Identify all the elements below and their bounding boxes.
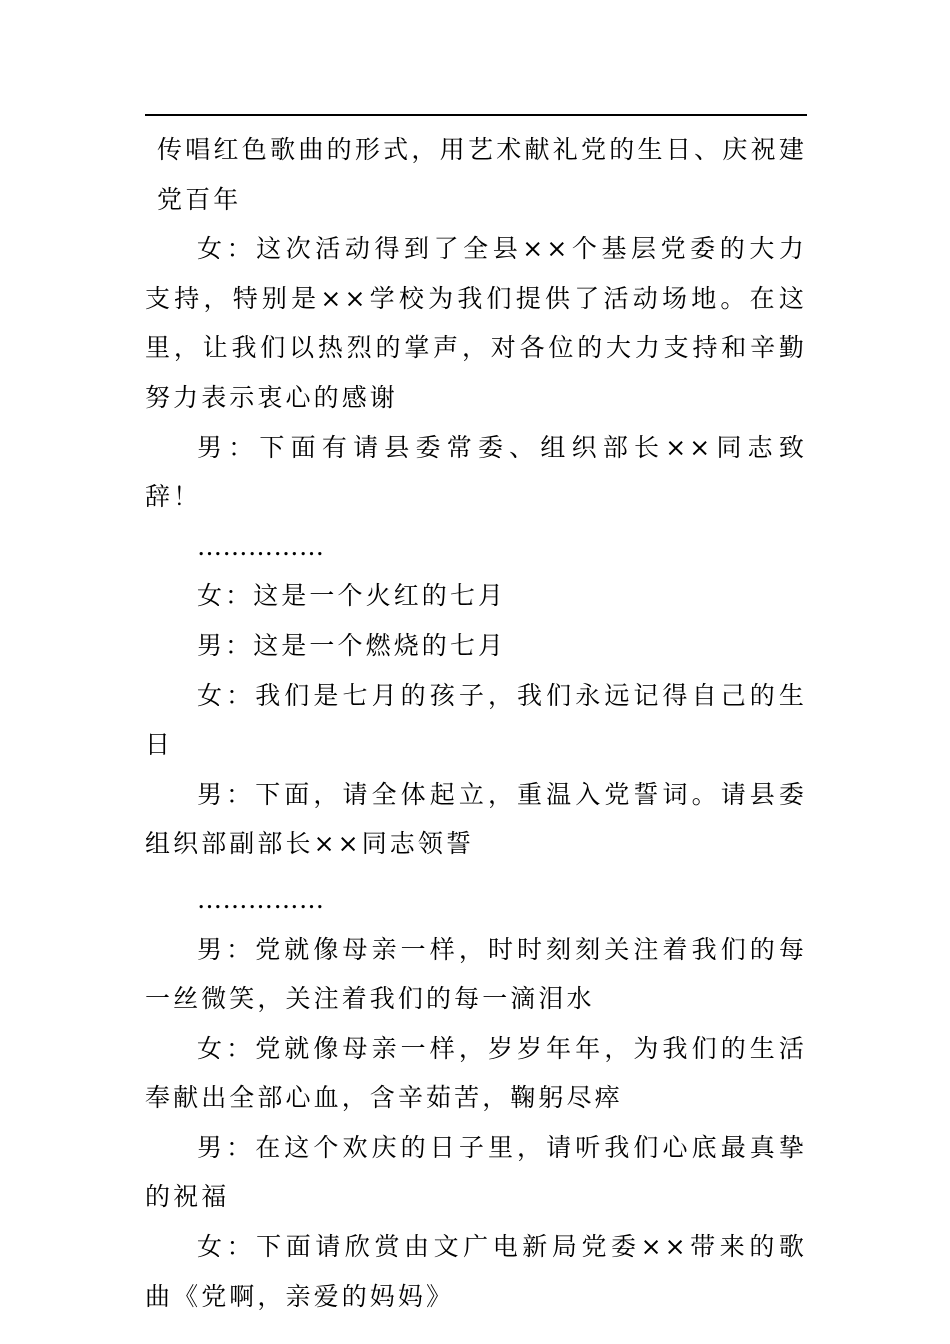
ellipsis-separator: …………… [197,884,325,914]
paragraph-female-children: 女：我们是七月的孩子，我们永远记得自己的生日 [145,680,807,760]
paragraph-male-blessing: 男：在这个欢庆的日子里，请听我们心底最真挚的祝福 [145,1132,807,1212]
paragraph-female-thanks: 女：这次活动得到了全县××个基层党委的大力支持，特别是××学校为我们提供了活动场地。在这里，让我们以热烈的掌声，对各位的大力支持和辛勤努力表示衷心的感谢 [145,234,807,412]
header-rule [145,114,807,116]
paragraph-male-oath: 男：下面，请全体起立，重温入党誓词。请县委组织部副部长××同志领誓 [145,779,807,859]
paragraph-male-speech-invite: 男：下面有请县委常委、组织部长××同志致辞！ [145,432,807,512]
ellipsis-separator: …………… [197,531,325,561]
paragraph-continuation: 传唱红色歌曲的形式，用艺术献礼党的生日、庆祝建党百年 [157,135,807,214]
paragraph-female-july: 女：这是一个火红的七月 [197,581,507,611]
paragraph-female-mother: 女：党就像母亲一样，岁岁年年，为我们的生活奉献出全部心血，含辛茹苦，鞠躬尽瘁 [145,1033,807,1113]
paragraph-male-july: 男：这是一个燃烧的七月 [197,630,507,660]
document-body [145,125,807,1321]
paragraph-male-mother: 男：党就像母亲一样，时时刻刻关注着我们的每一丝微笑，关注着我们的每一滴泪水 [145,934,807,1014]
paragraph-female-song: 女：下面请欣赏由文广电新局党委××带来的歌曲《党啊，亲爱的妈妈》 [145,1232,807,1311]
